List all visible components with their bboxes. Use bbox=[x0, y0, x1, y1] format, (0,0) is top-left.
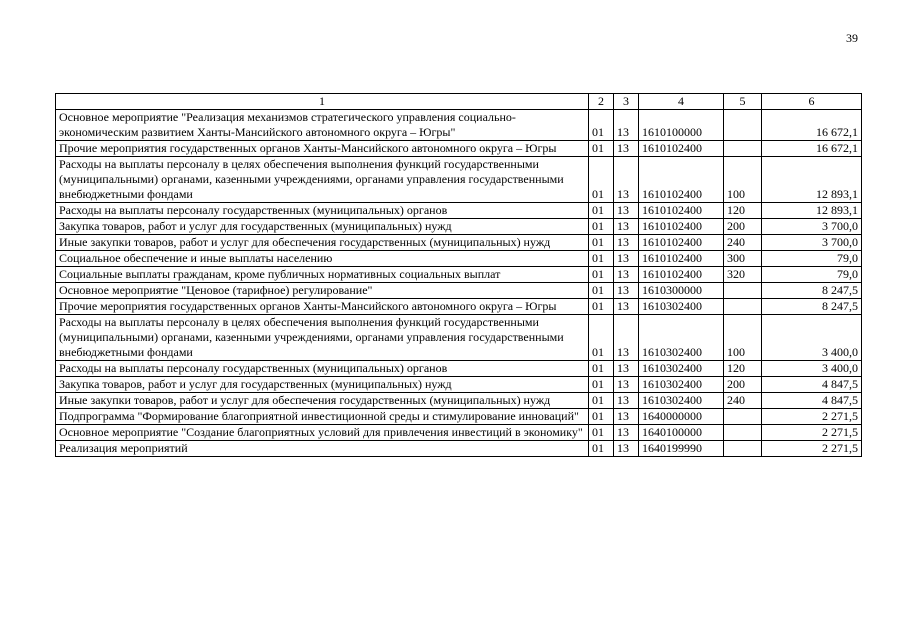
section-code-cell: 01 bbox=[589, 361, 614, 377]
row-name-cell: Расходы на выплаты персоналу в целях обеспечения выполнения функций государственными (муниципальными) органами, казенными учреждениями, органами управления государственными внебюджетными фондами bbox=[56, 315, 589, 361]
section-code-cell: 01 bbox=[589, 141, 614, 157]
table-row bbox=[56, 409, 862, 425]
expense-type-cell: 200 bbox=[724, 219, 762, 235]
expense-type-cell: 120 bbox=[724, 203, 762, 219]
column-header: 2 bbox=[589, 94, 614, 110]
section-code-cell: 01 bbox=[589, 299, 614, 315]
table-row bbox=[56, 361, 862, 377]
subsection-code-cell: 13 bbox=[614, 441, 639, 457]
row-name-cell: Закупка товаров, работ и услуг для государственных (муниципальных) нужд bbox=[56, 377, 589, 393]
subsection-code-cell: 13 bbox=[614, 315, 639, 361]
section-code-cell: 01 bbox=[589, 203, 614, 219]
row-name-cell: Закупка товаров, работ и услуг для государственных (муниципальных) нужд bbox=[56, 219, 589, 235]
amount-cell: 3 400,0 bbox=[762, 361, 862, 377]
subsection-code-cell: 13 bbox=[614, 283, 639, 299]
expense-type-cell: 200 bbox=[724, 377, 762, 393]
subsection-code-cell: 13 bbox=[614, 251, 639, 267]
subsection-code-cell: 13 bbox=[614, 425, 639, 441]
subsection-code-cell: 13 bbox=[614, 219, 639, 235]
target-article-cell: 1610302400 bbox=[639, 377, 724, 393]
expense-type-cell: 300 bbox=[724, 251, 762, 267]
expense-type-cell: 240 bbox=[724, 235, 762, 251]
target-article-cell: 1610102400 bbox=[639, 219, 724, 235]
target-article-cell: 1610300000 bbox=[639, 283, 724, 299]
target-article-cell: 1610302400 bbox=[639, 315, 724, 361]
section-code-cell: 01 bbox=[589, 409, 614, 425]
table-row bbox=[56, 441, 862, 457]
subsection-code-cell: 13 bbox=[614, 141, 639, 157]
table-row bbox=[56, 425, 862, 441]
table-row bbox=[56, 203, 862, 219]
target-article-cell: 1640199990 bbox=[639, 441, 724, 457]
section-code-cell: 01 bbox=[589, 219, 614, 235]
expense-type-cell bbox=[724, 409, 762, 425]
budget-table bbox=[55, 93, 862, 457]
row-name-cell: Основное мероприятие "Реализация механизмов стратегического управления социально-экономическим развитием Ханты-Мансийского автономного округа – Югры" bbox=[56, 110, 589, 141]
page-number: 39 bbox=[846, 31, 858, 45]
subsection-code-cell: 13 bbox=[614, 299, 639, 315]
subsection-code-cell: 13 bbox=[614, 157, 639, 203]
section-code-cell: 01 bbox=[589, 441, 614, 457]
amount-cell: 3 700,0 bbox=[762, 219, 862, 235]
table-header-row bbox=[56, 94, 862, 110]
column-header: 6 bbox=[762, 94, 862, 110]
table-row bbox=[56, 393, 862, 409]
target-article-cell: 1610102400 bbox=[639, 235, 724, 251]
section-code-cell: 01 bbox=[589, 315, 614, 361]
amount-cell: 2 271,5 bbox=[762, 425, 862, 441]
row-name-cell: Социальное обеспечение и иные выплаты населению bbox=[56, 251, 589, 267]
target-article-cell: 1610102400 bbox=[639, 157, 724, 203]
expense-type-cell bbox=[724, 299, 762, 315]
target-article-cell: 1610102400 bbox=[639, 203, 724, 219]
row-name-cell: Основное мероприятие "Создание благоприятных условий для привлечения инвестиций в экономику" bbox=[56, 425, 589, 441]
row-name-cell: Реализация мероприятий bbox=[56, 441, 589, 457]
amount-cell: 2 271,5 bbox=[762, 409, 862, 425]
amount-cell: 16 672,1 bbox=[762, 141, 862, 157]
row-name-cell: Иные закупки товаров, работ и услуг для обеспечения государственных (муниципальных) нужд bbox=[56, 393, 589, 409]
column-header: 3 bbox=[614, 94, 639, 110]
amount-cell: 4 847,5 bbox=[762, 393, 862, 409]
section-code-cell: 01 bbox=[589, 110, 614, 141]
amount-cell: 8 247,5 bbox=[762, 299, 862, 315]
table-row bbox=[56, 141, 862, 157]
amount-cell: 3 400,0 bbox=[762, 315, 862, 361]
section-code-cell: 01 bbox=[589, 267, 614, 283]
target-article-cell: 1610302400 bbox=[639, 299, 724, 315]
table-row bbox=[56, 110, 862, 141]
target-article-cell: 1610302400 bbox=[639, 393, 724, 409]
subsection-code-cell: 13 bbox=[614, 203, 639, 219]
row-name-cell: Социальные выплаты гражданам, кроме публичных нормативных социальных выплат bbox=[56, 267, 589, 283]
section-code-cell: 01 bbox=[589, 251, 614, 267]
row-name-cell: Прочие мероприятия государственных органов Ханты-Мансийского автономного округа – Югры bbox=[56, 299, 589, 315]
expense-type-cell: 100 bbox=[724, 157, 762, 203]
column-header: 4 bbox=[639, 94, 724, 110]
row-name-cell: Подпрограмма "Формирование благоприятной инвестиционной среды и стимулирование инноваций" bbox=[56, 409, 589, 425]
table-row bbox=[56, 377, 862, 393]
row-name-cell: Основное мероприятие "Ценовое (тарифное) регулирование" bbox=[56, 283, 589, 299]
table-row bbox=[56, 283, 862, 299]
row-name-cell: Иные закупки товаров, работ и услуг для обеспечения государственных (муниципальных) нужд bbox=[56, 235, 589, 251]
amount-cell: 8 247,5 bbox=[762, 283, 862, 299]
section-code-cell: 01 bbox=[589, 425, 614, 441]
target-article-cell: 1610102400 bbox=[639, 141, 724, 157]
amount-cell: 16 672,1 bbox=[762, 110, 862, 141]
target-article-cell: 1610102400 bbox=[639, 267, 724, 283]
row-name-cell: Расходы на выплаты персоналу в целях обеспечения выполнения функций государственными (муниципальными) органами, казенными учреждениями, органами управления государственными внебюджетными фондами bbox=[56, 157, 589, 203]
amount-cell: 79,0 bbox=[762, 267, 862, 283]
amount-cell: 2 271,5 bbox=[762, 441, 862, 457]
subsection-code-cell: 13 bbox=[614, 361, 639, 377]
row-name-cell: Расходы на выплаты персоналу государственных (муниципальных) органов bbox=[56, 203, 589, 219]
target-article-cell: 1640000000 bbox=[639, 409, 724, 425]
expense-type-cell bbox=[724, 141, 762, 157]
expense-type-cell bbox=[724, 283, 762, 299]
subsection-code-cell: 13 bbox=[614, 377, 639, 393]
target-article-cell: 1610302400 bbox=[639, 361, 724, 377]
table-row bbox=[56, 157, 862, 203]
expense-type-cell: 120 bbox=[724, 361, 762, 377]
section-code-cell: 01 bbox=[589, 377, 614, 393]
subsection-code-cell: 13 bbox=[614, 393, 639, 409]
amount-cell: 79,0 bbox=[762, 251, 862, 267]
table-row bbox=[56, 251, 862, 267]
subsection-code-cell: 13 bbox=[614, 267, 639, 283]
expense-type-cell bbox=[724, 441, 762, 457]
amount-cell: 4 847,5 bbox=[762, 377, 862, 393]
amount-cell: 3 700,0 bbox=[762, 235, 862, 251]
section-code-cell: 01 bbox=[589, 283, 614, 299]
amount-cell: 12 893,1 bbox=[762, 157, 862, 203]
expense-type-cell bbox=[724, 110, 762, 141]
table-row bbox=[56, 299, 862, 315]
expense-type-cell: 100 bbox=[724, 315, 762, 361]
row-name-cell: Расходы на выплаты персоналу государственных (муниципальных) органов bbox=[56, 361, 589, 377]
table-row bbox=[56, 267, 862, 283]
table-row bbox=[56, 235, 862, 251]
section-code-cell: 01 bbox=[589, 393, 614, 409]
table-row bbox=[56, 219, 862, 235]
subsection-code-cell: 13 bbox=[614, 110, 639, 141]
expense-type-cell bbox=[724, 425, 762, 441]
subsection-code-cell: 13 bbox=[614, 409, 639, 425]
column-header: 5 bbox=[724, 94, 762, 110]
target-article-cell: 1640100000 bbox=[639, 425, 724, 441]
table-body bbox=[56, 94, 862, 457]
table-row bbox=[56, 315, 862, 361]
column-header: 1 bbox=[56, 94, 589, 110]
section-code-cell: 01 bbox=[589, 157, 614, 203]
expense-type-cell: 240 bbox=[724, 393, 762, 409]
subsection-code-cell: 13 bbox=[614, 235, 639, 251]
expense-type-cell: 320 bbox=[724, 267, 762, 283]
section-code-cell: 01 bbox=[589, 235, 614, 251]
row-name-cell: Прочие мероприятия государственных органов Ханты-Мансийского автономного округа – Югры bbox=[56, 141, 589, 157]
amount-cell: 12 893,1 bbox=[762, 203, 862, 219]
target-article-cell: 1610102400 bbox=[639, 251, 724, 267]
target-article-cell: 1610100000 bbox=[639, 110, 724, 141]
